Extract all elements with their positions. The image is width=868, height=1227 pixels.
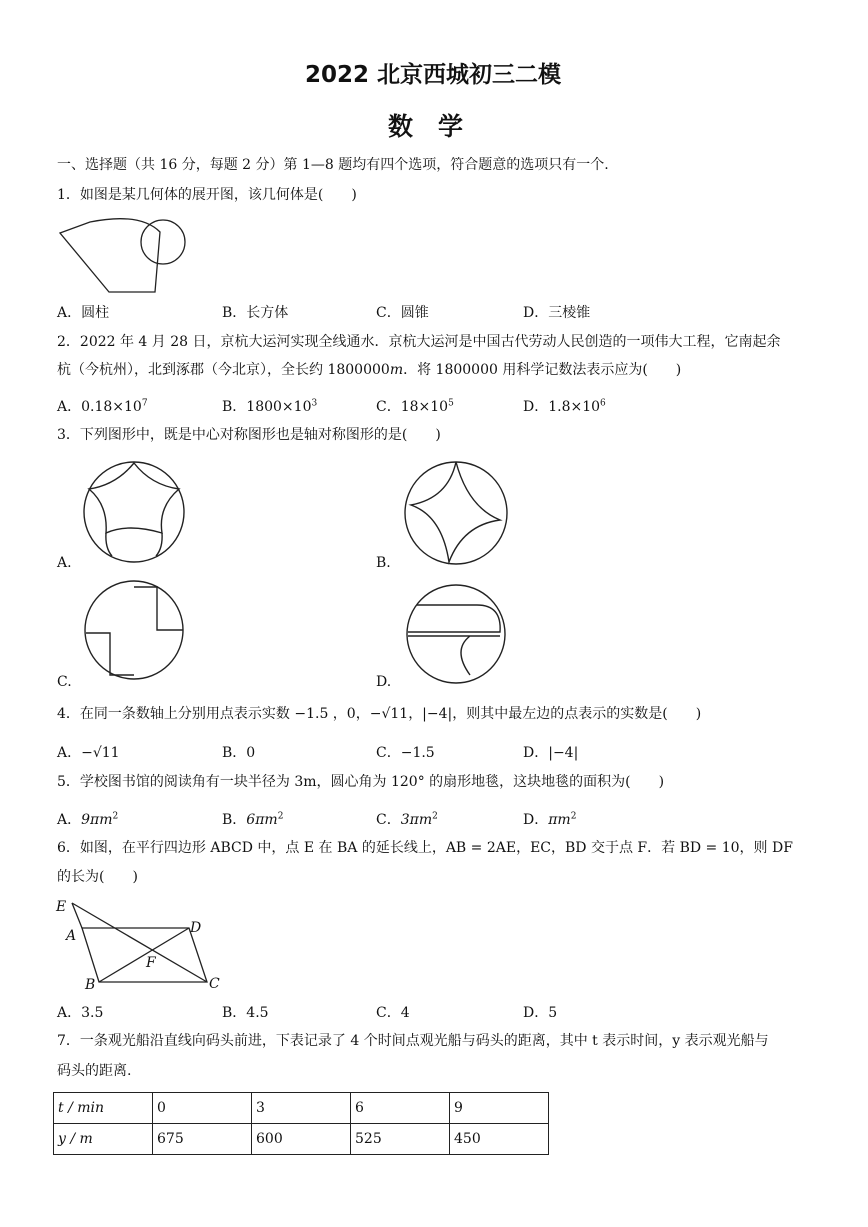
- q2-option-a[interactable]: A．$0.18\times 10^7$: [57, 398, 148, 415]
- section-heading: 一、选择题（共 16 分，每题 2 分）第 1—8 题均有四个选项，符合题意的选项只有一个.: [57, 157, 609, 173]
- table-cell: 450: [450, 1124, 549, 1155]
- q5-option-b[interactable]: B．$6\pi m^2$: [222, 811, 284, 828]
- table-row: [54, 1124, 549, 1155]
- table-cell: 0: [153, 1093, 252, 1124]
- table-cell: 525: [351, 1124, 450, 1155]
- q5-option-a[interactable]: A．$9\pi m^2$: [57, 811, 119, 828]
- q2-option-b[interactable]: B．$1800\times 10^3$: [222, 398, 318, 415]
- q4-option-a[interactable]: A．−√11: [57, 745, 120, 761]
- table-cell: y / m: [54, 1124, 153, 1155]
- label-c: C: [209, 976, 220, 992]
- table-cell: 675: [153, 1124, 252, 1155]
- q1-stem: 1．如图是某几何体的展开图，该几何体是( ): [57, 187, 357, 203]
- table-row: [54, 1093, 549, 1124]
- label-f: F: [146, 955, 156, 971]
- q1-option-c[interactable]: C．圆锥: [376, 305, 429, 321]
- q5-option-c[interactable]: C．$3\pi m^2$: [376, 811, 438, 828]
- q1-option-b[interactable]: B．长方体: [222, 305, 289, 321]
- q4-option-c[interactable]: C．−1.5: [376, 745, 435, 761]
- q3-stem: 3．下列图形中，既是中心对称图形也是轴对称图形的是( ): [57, 427, 441, 443]
- page-title: 2022 北京西城初三二模: [305, 62, 562, 88]
- q6-option-c[interactable]: C．4: [376, 1005, 410, 1021]
- table-cell: 3: [252, 1093, 351, 1124]
- subject-title: 数 学: [388, 112, 464, 141]
- q4-option-b[interactable]: B．0: [222, 745, 256, 761]
- q1-option-a[interactable]: A．圆柱: [57, 305, 110, 321]
- q3-label-b[interactable]: B.: [376, 555, 391, 571]
- q3-label-a[interactable]: A.: [57, 555, 72, 571]
- q5-stem: 5．学校图书馆的阅读角有一块半径为 3m，圆心角为 120° 的扇形地毯，这块地毯的面积为( ): [57, 774, 665, 790]
- q2-option-d[interactable]: D．$1.8\times 10^6$: [523, 398, 606, 415]
- q4-stem: 4．在同一条数轴上分别用点表示实数 −1.5 ，0，−√11，|−4|，则其中最左边的点表示的实数是( ): [57, 706, 702, 722]
- q7-data-table: [53, 1092, 549, 1155]
- q7-line1: 7．一条观光船沿直线向码头前进，下表记录了 4 个时间点观光船与码头的距离，其中 t 表示时间，y 表示观光船与: [57, 1033, 769, 1049]
- table-cell: t / min: [54, 1093, 153, 1124]
- q4-option-d[interactable]: D．|−4|: [523, 745, 579, 761]
- table-cell: 600: [252, 1124, 351, 1155]
- q6-line1: 6．如图，在平行四边形 ABCD 中，点 E 在 BA 的延长线上，AB = 2AE，EC，BD 交于点 F．若 BD = 10，则 DF: [57, 840, 793, 856]
- label-a: A: [66, 928, 77, 944]
- table-cell: 6: [351, 1093, 450, 1124]
- q2-line2: 杭（今杭州），北到涿郡（今北京），全长约 1800000m．将 1800000 用科学记数法表示应为( ): [57, 362, 682, 378]
- table-cell: 9: [450, 1093, 549, 1124]
- label-e: E: [56, 899, 67, 915]
- q6-option-a[interactable]: A．3.5: [57, 1005, 104, 1021]
- q6-line2: 的长为( ): [57, 869, 138, 885]
- q2-option-c[interactable]: C．$18\times 10^5$: [376, 398, 454, 415]
- q3-label-c[interactable]: C.: [57, 674, 72, 690]
- q3-label-d[interactable]: D.: [376, 674, 392, 690]
- q5-option-d[interactable]: D．$\pi m^2$: [523, 811, 577, 828]
- label-b: B: [85, 977, 96, 993]
- q7-line2: 码头的距离.: [57, 1063, 132, 1079]
- label-d: D: [190, 920, 202, 936]
- q6-option-b[interactable]: B．4.5: [222, 1005, 269, 1021]
- q6-option-d[interactable]: D．5: [523, 1005, 558, 1021]
- q2-line1: 2．2022 年 4 月 28 日，京杭大运河实现全线通水．京杭大运河是中国古代劳动人民创造的一项伟大工程，它南起余: [57, 334, 781, 350]
- q1-option-d[interactable]: D．三棱锥: [523, 305, 591, 321]
